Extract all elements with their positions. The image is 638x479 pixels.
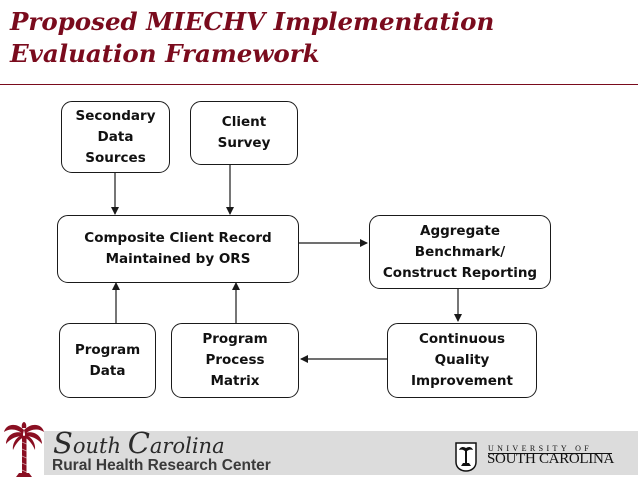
university-of-label: UNIVERSITY OF (488, 444, 593, 453)
node-composite-client-record (57, 215, 299, 283)
node-label-line: Maintained by ORS (105, 251, 251, 267)
node-label-line: Client (221, 114, 267, 130)
node-secondary-data-sources (61, 101, 170, 173)
node-program-process-matrix (171, 323, 299, 398)
palmetto-tree-icon (2, 422, 46, 479)
south-carolina-label: SOUTH CAROLINA (487, 451, 615, 467)
node-label-line: Quality (434, 352, 490, 368)
node-label-line: Process (205, 352, 265, 368)
sc-rest-carolina: arolina (149, 434, 225, 458)
south-carolina-wordmark (53, 426, 225, 460)
research-center-name: Rural Health Research Center (52, 457, 271, 474)
node-label-line: Composite Client Record (84, 230, 272, 246)
node-label-line: Program (202, 331, 268, 347)
sc-initial-s: S (53, 426, 73, 460)
node-label-line: Sources (85, 149, 146, 166)
node-program-data (59, 323, 156, 398)
node-label-line: Improvement (411, 373, 513, 389)
node-label-line: Data (89, 362, 126, 379)
node-label-line: Aggregate (420, 222, 500, 239)
node-continuous-quality-improvement (387, 323, 537, 398)
node-label-line: Survey (217, 135, 271, 151)
node-client-survey (190, 101, 298, 165)
node-label-line: Data (97, 128, 134, 145)
sc-initial-c: C (127, 426, 150, 460)
node-label-line: Secondary (75, 107, 156, 124)
slide-title: Proposed MIECHV Implementation Evaluation Framework (10, 7, 495, 68)
node-label-line: Benchmark/ (414, 243, 506, 260)
node-label-line: Construct Reporting (382, 264, 538, 281)
node-label-line: Program (74, 341, 141, 358)
node-aggregate-benchmark (369, 215, 551, 289)
university-seal-icon (455, 442, 477, 472)
node-label-line: Matrix (210, 373, 260, 389)
node-label-line: Continuous (418, 331, 506, 347)
sc-rest-south: outh (72, 434, 122, 458)
